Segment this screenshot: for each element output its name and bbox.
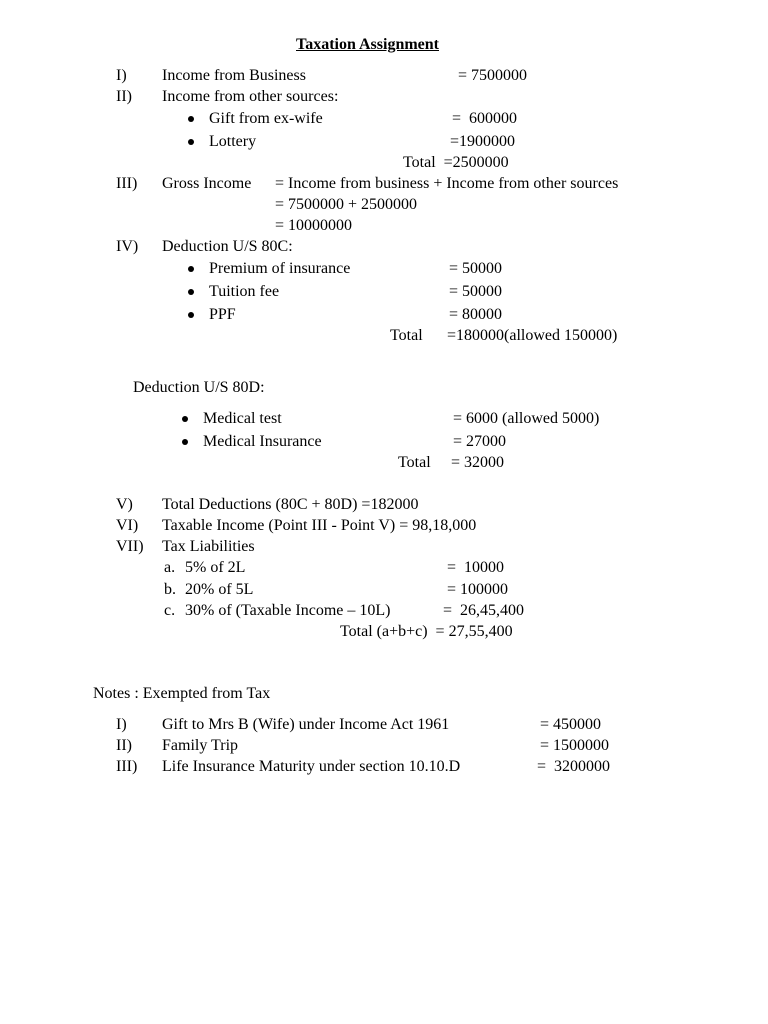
deduction-80c-item-label: Premium of insurance (209, 260, 351, 277)
section-number: VII) (116, 538, 144, 555)
income-other-item-label: Lottery (209, 133, 257, 150)
income-other-item-value: = 600000 (452, 110, 518, 127)
income-other-label: Income from other sources: (162, 88, 339, 105)
bullet-icon (182, 439, 188, 445)
deduction-80c-item-value: = 80000 (449, 306, 503, 323)
section-number: V) (116, 496, 133, 513)
tax-item-letter: b. (164, 581, 176, 598)
deduction-80d-item-value: = 6000 (allowed 5000) (453, 410, 600, 427)
note-label: Life Insurance Maturity under section 10.10.D (162, 758, 461, 775)
tax-liabilities-total: Total (a+b+c) = 27,55,400 (340, 623, 513, 640)
bullet-icon (188, 139, 194, 145)
deduction-80d-label: Deduction U/S 80D: (133, 379, 265, 396)
note-number: II) (116, 737, 132, 754)
income-other-total: Total =2500000 (403, 154, 509, 171)
section-number: IV) (116, 238, 139, 255)
bullet-icon (188, 312, 194, 318)
income-business-value: = 7500000 (458, 67, 528, 84)
bullet-icon (188, 289, 194, 295)
note-value: = 1500000 (540, 737, 610, 754)
taxable-income-text: Taxable Income (Point III - Point V) = 98,18,000 (162, 517, 477, 534)
deduction-80c-item-label: PPF (209, 306, 236, 323)
note-value: = 3200000 (537, 758, 611, 775)
note-value: = 450000 (540, 716, 602, 733)
deduction-80d-item-label: Medical Insurance (203, 433, 322, 450)
tax-item-letter: a. (164, 559, 176, 576)
tax-item-label: 30% of (Taxable Income – 10L) (185, 602, 391, 619)
tax-item-value: = 10000 (447, 559, 505, 576)
section-number: I) (116, 67, 127, 84)
deduction-80c-item-label: Tuition fee (209, 283, 280, 300)
bullet-icon (188, 116, 194, 122)
gross-income-formula: = Income from business + Income from other sources (275, 175, 619, 192)
gross-income-label: Gross Income (162, 175, 252, 192)
gross-income-result: = 10000000 (275, 217, 353, 234)
tax-item-letter: c. (164, 602, 176, 619)
deduction-80c-item-value: = 50000 (449, 260, 503, 277)
tax-item-value: = 26,45,400 (443, 602, 525, 619)
notes-heading: Notes : Exempted from Tax (93, 685, 271, 702)
deduction-80d-item-label: Medical test (203, 410, 282, 427)
total-deductions-text: Total Deductions (80C + 80D) =182000 (162, 496, 419, 513)
deduction-80c-label: Deduction U/S 80C: (162, 238, 293, 255)
deduction-80c-item-value: = 50000 (449, 283, 503, 300)
section-number: III) (116, 175, 138, 192)
note-number: I) (116, 716, 127, 733)
page-title: Taxation Assignment (296, 36, 439, 53)
note-label: Gift to Mrs B (Wife) under Income Act 1961 (162, 716, 450, 733)
section-number: II) (116, 88, 132, 105)
deduction-80d-total-value: = 32000 (451, 454, 505, 471)
bullet-icon (188, 266, 194, 272)
income-other-item-label: Gift from ex-wife (209, 110, 323, 127)
deduction-80c-total-value: =180000(allowed 150000) (447, 327, 618, 344)
tax-item-label: 5% of 2L (185, 559, 246, 576)
tax-liabilities-label: Tax Liabilities (162, 538, 255, 555)
income-business-label: Income from Business (162, 67, 306, 84)
deduction-80c-total-label: Total (390, 327, 423, 344)
section-number: VI) (116, 517, 139, 534)
note-number: III) (116, 758, 138, 775)
tax-item-value: = 100000 (447, 581, 509, 598)
deduction-80d-total-label: Total (398, 454, 431, 471)
income-other-item-value: =1900000 (450, 133, 516, 150)
deduction-80d-item-value: = 27000 (453, 433, 507, 450)
tax-item-label: 20% of 5L (185, 581, 254, 598)
bullet-icon (182, 416, 188, 422)
gross-income-sum: = 7500000 + 2500000 (275, 196, 418, 213)
note-label: Family Trip (162, 737, 239, 754)
